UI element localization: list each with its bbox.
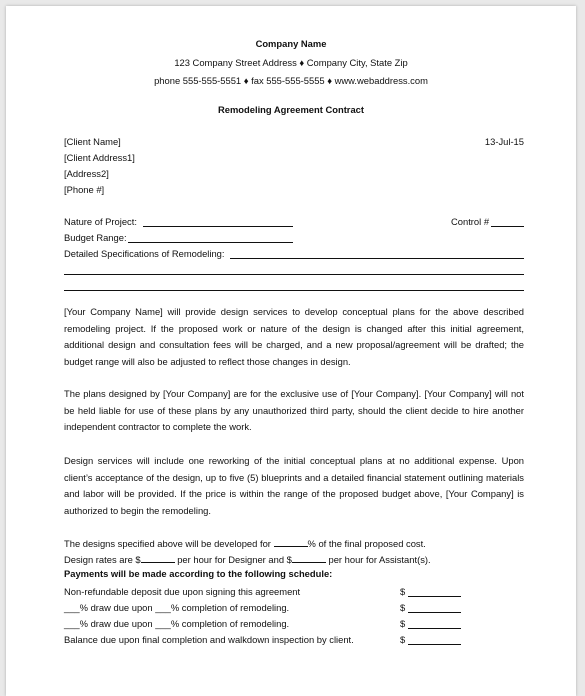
specifications-label: Detailed Specifications of Remodeling:	[64, 248, 225, 259]
design-rates-text-b: per hour for Designer and $	[177, 554, 292, 565]
schedule-row-currency: $	[400, 586, 406, 597]
client-phone: [Phone #]	[64, 184, 105, 195]
company-address: 123 Company Street Address ♦ Company City, State Zip	[174, 57, 408, 68]
nature-of-project-label: Nature of Project:	[64, 216, 137, 227]
schedule-row-label: ___% draw due upon ___% completion of remodeling.	[64, 602, 290, 613]
company-name: Company Name	[255, 38, 327, 49]
specifications-blank-3[interactable]	[64, 290, 524, 291]
document-page	[6, 6, 576, 696]
paragraph-exclusive-use: The plans designed by [Your Company] are for the exclusive use of [Your Company]. [Your Company] will not be held liable for use of these plans by any unauthorized third party, should the client decide to hire another independent contractor to complete the work.	[64, 388, 524, 433]
design-rates-text-c: per hour for Assistant(s).	[328, 554, 431, 565]
control-number-label: Control #	[451, 216, 490, 227]
design-percentage-text: The designs specified above will be developed for	[64, 538, 271, 549]
design-percentage-suffix: % of the final proposed cost.	[307, 538, 426, 549]
budget-range-blank[interactable]	[128, 242, 293, 243]
client-address2: [Address2]	[64, 168, 109, 179]
client-name: [Client Name]	[64, 136, 121, 147]
payment-schedule-heading: Payments will be made according to the following schedule:	[64, 568, 333, 579]
schedule-row-amount-blank[interactable]	[408, 644, 461, 645]
schedule-row-currency: $	[400, 602, 406, 613]
schedule-row-amount-blank[interactable]	[408, 628, 461, 629]
control-number-blank[interactable]	[491, 226, 524, 227]
paragraph-design-services: [Your Company Name] will provide design services to develop conceptual plans for the above described remodeling project. If the proposed work or nature of the design is changed after this initial agreement, additional design and consultation fees will be charged, and a new proposal/agreement will be drafted; the budget range will also be adjusted to reflect those changes in design.	[64, 306, 524, 367]
schedule-row-label: Non-refundable deposit due upon signing this agreement	[64, 586, 301, 597]
budget-range-label: Budget Range:	[64, 232, 127, 243]
specifications-blank-1[interactable]	[230, 258, 524, 259]
designer-rate-blank[interactable]	[141, 552, 175, 563]
design-rates-line	[64, 552, 431, 566]
client-address1: [Client Address1]	[64, 152, 135, 163]
schedule-row-amount-blank[interactable]	[408, 612, 461, 613]
document-title: Remodeling Agreement Contract	[217, 104, 365, 115]
schedule-row-currency: $	[400, 618, 406, 629]
contract-date: 13-Jul-15	[484, 136, 524, 147]
assistant-rate-blank[interactable]	[292, 552, 326, 563]
paragraph-reworking: Design services will include one reworking of the initial conceptual plans at no additional expense. Upon client’s acceptance of the design, up to five (5) blueprints and a detailed financial statement outlining materials and labor will be provided. If the price is within the range of the proposed budget above, [Your Company] is authorized to begin the remodeling.	[64, 455, 524, 516]
nature-of-project-blank[interactable]	[143, 226, 293, 227]
design-rates-text-a: Design rates are $	[64, 554, 141, 565]
company-contact: phone 555-555-5551 ♦ fax 555-555-5555 ♦ www.webaddress.com	[154, 75, 428, 86]
schedule-row-amount-blank[interactable]	[408, 596, 461, 597]
schedule-row-label: Balance due upon final completion and walkdown inspection by client.	[64, 634, 354, 645]
schedule-row-currency: $	[400, 634, 406, 645]
specifications-blank-2[interactable]	[64, 274, 524, 275]
schedule-row-label: ___% draw due upon ___% completion of remodeling.	[64, 618, 290, 629]
design-percentage-line	[64, 536, 426, 550]
design-percentage-blank[interactable]	[274, 536, 308, 547]
